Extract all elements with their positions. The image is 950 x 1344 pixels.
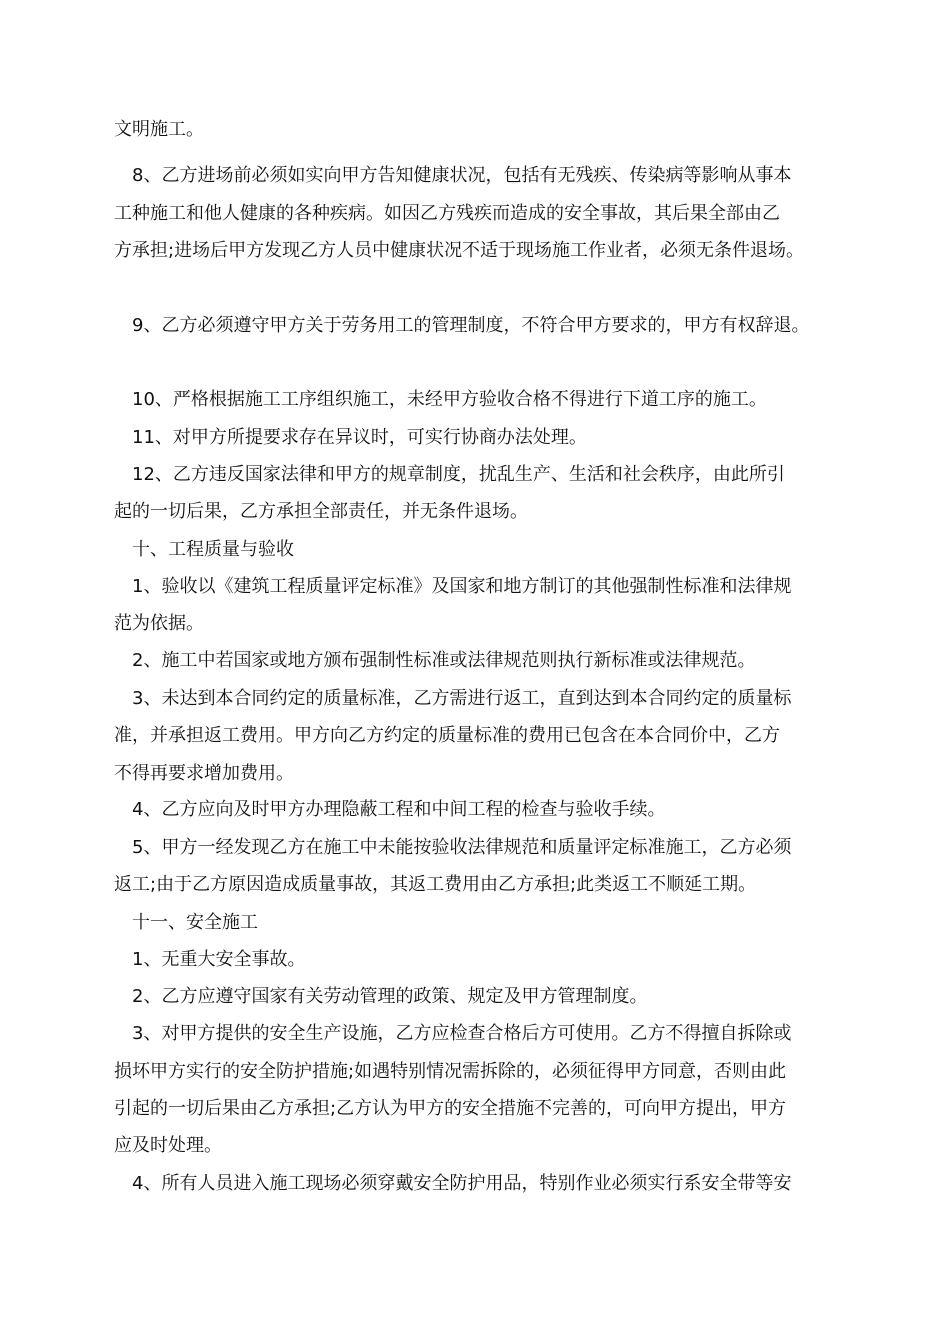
text-line: 文明施工。 xyxy=(114,119,204,140)
section-heading: 十、工程质量与验收 xyxy=(132,539,294,560)
text-line: 8、乙方进场前必须如实向甲方告知健康状况，包括有无残疾、传染病等影响从事本 xyxy=(132,165,792,186)
text-line: 4、乙方应向及时甲方办理隐蔽工程和中间工程的检查与验收手续。 xyxy=(132,799,666,820)
text-line: 引起的一切后果由乙方承担;乙方认为甲方的安全措施不完善的，可向甲方提出，甲方 xyxy=(114,1098,787,1119)
text-line: 3、对甲方提供的安全生产设施，乙方应检查合格后方可使用。乙方不得擅自拆除或 xyxy=(132,1023,792,1044)
text-line: 10、严格根据施工工序组织施工，未经甲方验收合格不得进行下道工序的施工。 xyxy=(132,389,767,410)
text-line: 11、对甲方所提要求存在异议时，可实行协商办法处理。 xyxy=(132,427,587,448)
text-line: 5、甲方一经发现乙方在施工中未能按验收法律规范和质量评定标准施工，乙方必须 xyxy=(132,837,792,858)
text-line: 应及时处理。 xyxy=(114,1135,222,1156)
text-line: 3、未达到本合同约定的质量标准，乙方需进行返工，直到达到本合同约定的质量标 xyxy=(132,688,792,709)
text-line: 起的一切后果，乙方承担全部责任，并无条件退场。 xyxy=(114,501,528,522)
text-line: 1、验收以《建筑工程质量评定标准》及国家和地方制订的其他强制性标准和法律规 xyxy=(132,576,792,597)
text-line: 12、乙方违反国家法律和甲方的规章制度，扰乱生产、生活和社会秩序，由此所引 xyxy=(132,464,785,485)
text-line: 4、所有人员进入施工现场必须穿戴安全防护用品，特别作业必须实行系安全带等安 xyxy=(132,1173,792,1194)
text-line: 准，并承担返工费用。甲方向乙方约定的质量标准的费用已包含在本合同价中，乙方 xyxy=(114,725,780,746)
text-line: 损坏甲方实行的安全防护措施;如遇特别情况需拆除的，必须征得甲方同意，否则由此 xyxy=(114,1061,787,1082)
text-line: 9、乙方必须遵守甲方关于劳务用工的管理制度，不符合甲方要求的，甲方有权辞退。 xyxy=(132,315,810,336)
section-heading: 十一、安全施工 xyxy=(132,912,258,933)
text-line: 不得再要求增加费用。 xyxy=(114,763,294,784)
text-line: 2、施工中若国家或地方颁布强制性标准或法律规范则执行新标准或法律规范。 xyxy=(132,650,756,671)
text-line: 1、无重大安全事故。 xyxy=(132,949,306,970)
text-line: 方承担;进场后甲方发现乙方人员中健康状况不适于现场施工作业者，必须无条件退场。 xyxy=(114,240,805,261)
text-line: 2、乙方应遵守国家有关劳动管理的政策、规定及甲方管理制度。 xyxy=(132,986,648,1007)
text-line: 范为依据。 xyxy=(114,613,204,634)
text-line: 返工;由于乙方原因造成质量事故，其返工费用由乙方承担;此类返工不顺延工期。 xyxy=(114,874,757,895)
text-line: 工种施工和他人健康的各种疾病。如因乙方残疾而造成的安全事故，其后果全部由乙 xyxy=(114,203,780,224)
